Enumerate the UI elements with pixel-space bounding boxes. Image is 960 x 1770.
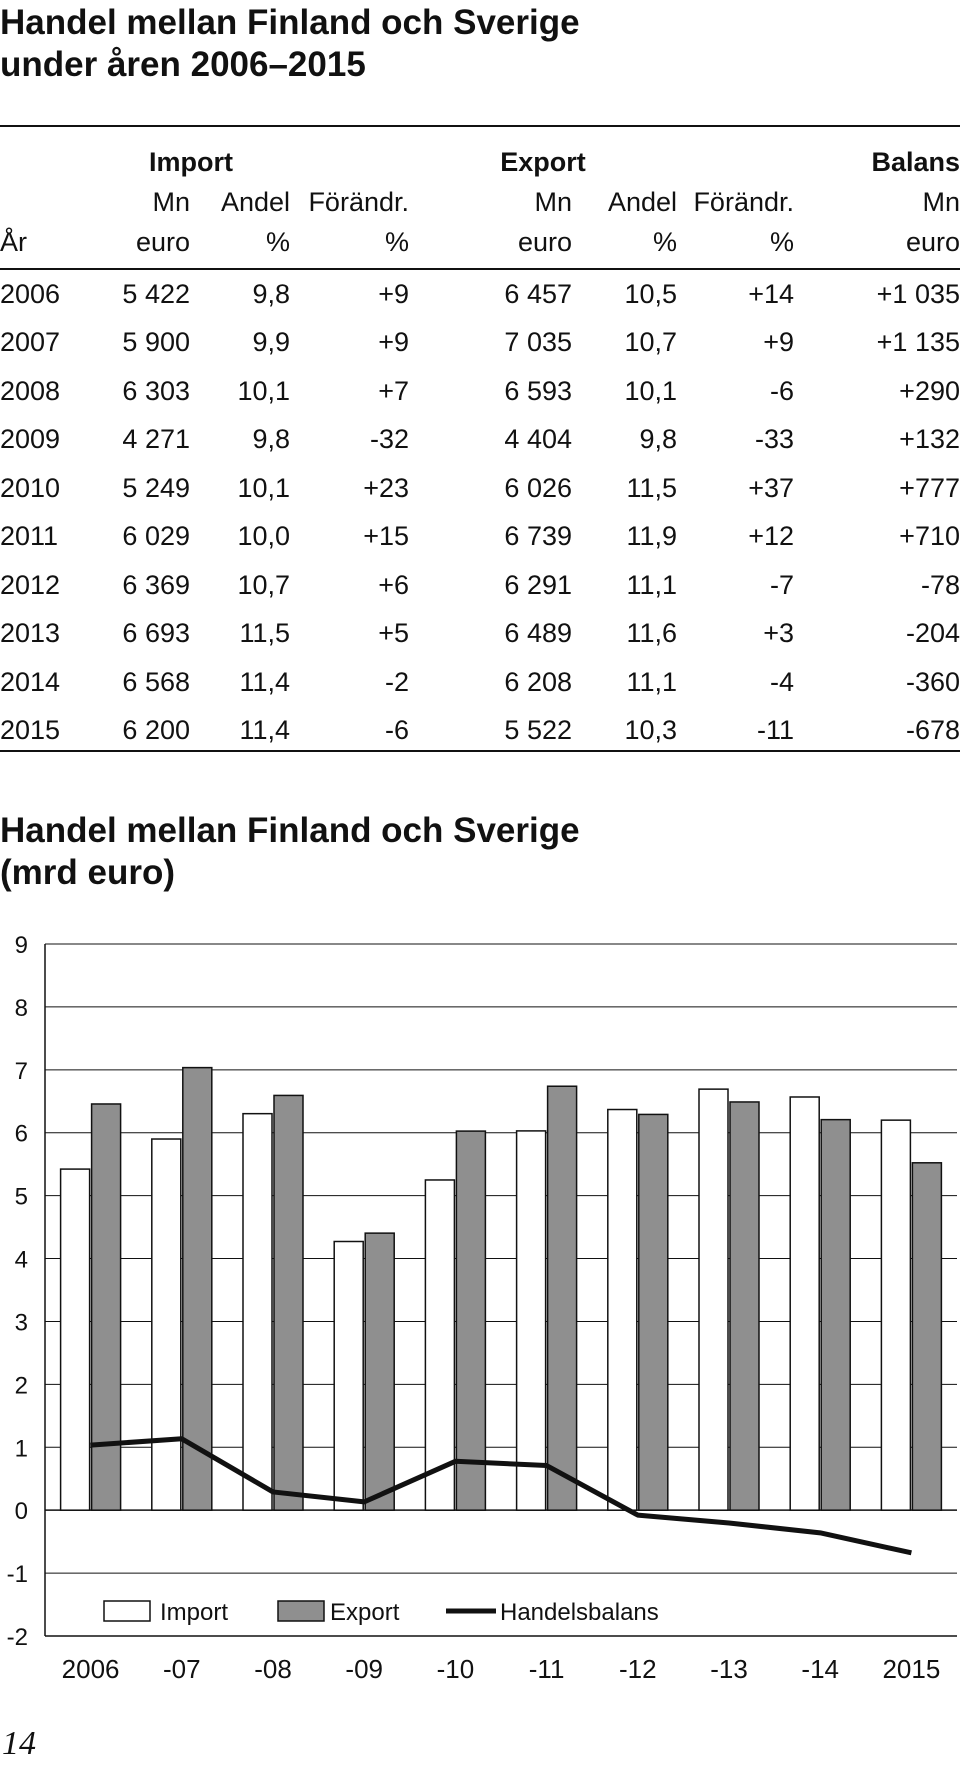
page-number: 14 <box>2 1725 36 1762</box>
y-tick-label: 0 <box>14 1498 28 1526</box>
import-andel-cell: 11,4 <box>239 666 290 697</box>
import-andel-cell: 10,7 <box>237 569 290 600</box>
import-mn-cell: 6 693 <box>122 618 190 649</box>
export-andel-cell: 9,8 <box>639 424 677 455</box>
import-bar <box>881 1120 910 1510</box>
import-bar <box>517 1131 546 1510</box>
import-bar <box>61 1169 90 1510</box>
export-mn-cell: 6 026 <box>504 472 572 503</box>
export-andel-unit: % <box>652 227 677 257</box>
year-header: År <box>0 227 27 257</box>
subheader-row-1 <box>0 178 960 218</box>
export-andel-cell: 10,3 <box>624 715 677 746</box>
import-mn-cell: 6 029 <box>122 521 190 552</box>
year-cell: 2012 <box>0 569 61 600</box>
year-cell: 2010 <box>0 472 61 503</box>
y-tick-label: 1 <box>14 1435 28 1463</box>
table-title-line2: under åren 2006–2015 <box>0 45 366 84</box>
trade-table <box>0 134 960 755</box>
import-andel-cell: 10,1 <box>237 375 290 406</box>
y-tick-label: 6 <box>14 1120 28 1148</box>
year-cell: 2014 <box>0 666 61 697</box>
x-tick-label: -09 <box>345 1654 383 1684</box>
import-andel-cell: 9,9 <box>252 327 290 358</box>
x-tick-label: -13 <box>710 1654 748 1684</box>
chart-title-line1: Handel mellan Finland och Sverige <box>0 811 580 850</box>
export-andel-cell: 11,5 <box>626 472 677 503</box>
legend-export-swatch <box>278 1601 324 1621</box>
export-andel-cell: 11,9 <box>626 521 677 552</box>
import-forandr-cell: +5 <box>378 618 409 649</box>
export-bar <box>365 1233 394 1510</box>
x-tick-label: -11 <box>528 1654 565 1684</box>
y-tick-label: -1 <box>6 1561 28 1589</box>
export-bar <box>730 1102 759 1510</box>
table-row <box>0 367 960 416</box>
import-mn-cell: 6 369 <box>122 569 190 600</box>
table-body <box>0 269 960 755</box>
export-mn-cell: 6 208 <box>504 666 572 697</box>
import-forandr-cell: +9 <box>378 327 409 358</box>
table-row <box>0 464 960 513</box>
chart-title <box>0 810 580 894</box>
import-andel-cell: 11,5 <box>239 618 290 649</box>
import-bar <box>243 1114 272 1511</box>
import-bar <box>699 1089 728 1510</box>
balans-cell: +777 <box>899 472 960 503</box>
import-mn-cell: 4 271 <box>122 424 190 455</box>
balans-cell: +710 <box>899 521 960 552</box>
import-andel-cell: 11,4 <box>239 715 290 746</box>
x-tick-label: -10 <box>436 1654 475 1684</box>
export-andel-cell: 10,7 <box>624 327 677 358</box>
export-bar <box>92 1104 121 1510</box>
table-title-line1: Handel mellan Finland och Sverige <box>0 3 580 42</box>
balans-cell: +1 035 <box>876 278 960 309</box>
table-row <box>0 610 960 659</box>
export-header: Export <box>500 147 586 177</box>
group-header-row <box>0 134 960 178</box>
export-mn-cell: 6 739 <box>504 521 572 552</box>
export-mn-cell: 5 522 <box>504 715 572 746</box>
export-forandr-cell: +14 <box>748 278 794 309</box>
import-forandr-unit: % <box>384 227 409 257</box>
export-forandr-unit: % <box>769 227 794 257</box>
balans-cell: -204 <box>905 618 960 649</box>
export-bar <box>639 1114 668 1510</box>
balans-cell: +1 135 <box>876 327 960 358</box>
import-bar <box>608 1110 637 1511</box>
export-forandr-cell: +37 <box>748 472 794 503</box>
import-andel-cell: 10,0 <box>237 521 290 552</box>
import-andel-cell: 9,8 <box>252 424 290 455</box>
export-forandr-cell: +9 <box>763 327 794 358</box>
table-row <box>0 707 960 756</box>
import-mn-cell: 6 303 <box>122 375 190 406</box>
import-andel-cell: 10,1 <box>237 472 290 503</box>
x-tick-label: -07 <box>163 1654 201 1684</box>
y-tick-label: -2 <box>6 1624 28 1651</box>
y-tick-label: 2 <box>14 1372 28 1400</box>
year-cell: 2007 <box>0 327 61 358</box>
balans-euro-unit: euro <box>905 227 960 257</box>
subheader-row-2 <box>0 218 960 258</box>
import-mn-cell: 6 568 <box>122 666 190 697</box>
import-andel-cell: 9,8 <box>252 278 290 309</box>
export-bar <box>548 1086 577 1510</box>
x-tick-label: -14 <box>801 1654 839 1684</box>
year-cell: 2013 <box>0 618 61 649</box>
export-forandr-cell: +3 <box>763 618 794 649</box>
export-bar <box>821 1120 850 1511</box>
import-andel-unit: % <box>265 227 290 257</box>
top-rule <box>0 125 960 127</box>
y-tick-label: 5 <box>14 1183 28 1211</box>
balans-cell: -360 <box>905 666 960 697</box>
import-euro-unit: euro <box>135 227 190 257</box>
export-andel-cell: 10,5 <box>624 278 677 309</box>
table-row <box>0 658 960 707</box>
balans-cell: +132 <box>899 424 960 455</box>
export-forandr-cell: -11 <box>756 715 794 746</box>
import-forandr-cell: -6 <box>384 715 409 746</box>
chart-subtitle: (mrd euro) <box>0 853 175 892</box>
x-tick-label: 2015 <box>882 1654 941 1684</box>
export-andel-cell: 11,6 <box>626 618 677 649</box>
table-title <box>0 2 580 86</box>
export-mn-cell: 6 291 <box>504 569 572 600</box>
export-andel-cell: 10,1 <box>624 375 677 406</box>
export-forandr-cell: -33 <box>754 424 794 455</box>
balans-cell: -78 <box>920 569 960 600</box>
export-forandr-cell: -7 <box>769 569 794 600</box>
x-tick-label: 2006 <box>61 1654 120 1684</box>
import-forandr-cell: +7 <box>378 375 409 406</box>
export-bar <box>912 1163 941 1510</box>
legend-import-swatch <box>104 1601 150 1621</box>
balance-line <box>91 1439 912 1553</box>
y-tick-label: 7 <box>14 1057 28 1085</box>
table-row <box>0 561 960 610</box>
y-tick-label: 4 <box>14 1246 28 1274</box>
export-andel-cell: 11,1 <box>626 569 677 600</box>
year-cell: 2006 <box>0 278 61 309</box>
import-forandr-cell: +6 <box>378 569 409 600</box>
import-bar <box>790 1097 819 1510</box>
export-forandr-cell: +12 <box>748 521 794 552</box>
import-andel-header: Andel <box>220 187 290 217</box>
export-andel-cell: 11,1 <box>626 666 677 697</box>
export-forandr-cell: -6 <box>769 375 794 406</box>
trade-chart <box>0 920 960 1710</box>
export-mn-header: Mn <box>534 187 572 217</box>
year-cell: 2009 <box>0 424 61 455</box>
import-forandr-cell: +23 <box>363 472 409 503</box>
legend-import-label: Import <box>160 1599 229 1626</box>
y-tick-label: 9 <box>14 932 28 959</box>
legend-balance-label: Handelsbalans <box>500 1599 659 1626</box>
import-mn-cell: 6 200 <box>122 715 190 746</box>
balans-cell: +290 <box>899 375 960 406</box>
export-mn-cell: 6 593 <box>504 375 572 406</box>
import-forandr-cell: +9 <box>378 278 409 309</box>
import-mn-header: Mn <box>152 187 190 217</box>
year-cell: 2011 <box>0 521 59 552</box>
export-bar <box>274 1095 303 1510</box>
export-mn-cell: 7 035 <box>504 327 572 358</box>
import-mn-cell: 5 900 <box>122 327 190 358</box>
x-tick-label: -12 <box>619 1654 657 1684</box>
x-tick-label: -08 <box>254 1654 292 1684</box>
import-mn-cell: 5 422 <box>122 278 190 309</box>
export-mn-cell: 6 489 <box>504 618 572 649</box>
export-forandr-header: Förändr. <box>693 187 794 217</box>
import-forandr-cell: +15 <box>363 521 409 552</box>
import-forandr-header: Förändr. <box>308 187 409 217</box>
table-row <box>0 269 960 319</box>
bottom-rule <box>0 750 960 752</box>
table-row <box>0 513 960 562</box>
import-bar <box>425 1180 454 1510</box>
balans-header: Balans <box>871 147 960 177</box>
export-andel-header: Andel <box>607 187 677 217</box>
balans-mn-header: Mn <box>922 187 960 217</box>
export-euro-unit: euro <box>517 227 572 257</box>
import-bar <box>152 1139 181 1510</box>
table-row <box>0 319 960 368</box>
year-cell: 2015 <box>0 715 61 746</box>
y-tick-label: 3 <box>14 1309 28 1337</box>
year-cell: 2008 <box>0 375 61 406</box>
export-mn-cell: 6 457 <box>504 278 572 309</box>
legend-export-label: Export <box>330 1599 400 1626</box>
table-row <box>0 416 960 465</box>
export-bar <box>456 1131 485 1510</box>
import-bar <box>334 1241 363 1510</box>
import-forandr-cell: -32 <box>369 424 409 455</box>
balans-cell: -678 <box>905 715 960 746</box>
import-header: Import <box>149 147 233 177</box>
import-forandr-cell: -2 <box>384 666 409 697</box>
export-mn-cell: 4 404 <box>504 424 572 455</box>
export-forandr-cell: -4 <box>769 666 794 697</box>
y-tick-label: 8 <box>14 994 28 1022</box>
import-mn-cell: 5 249 <box>122 472 190 503</box>
